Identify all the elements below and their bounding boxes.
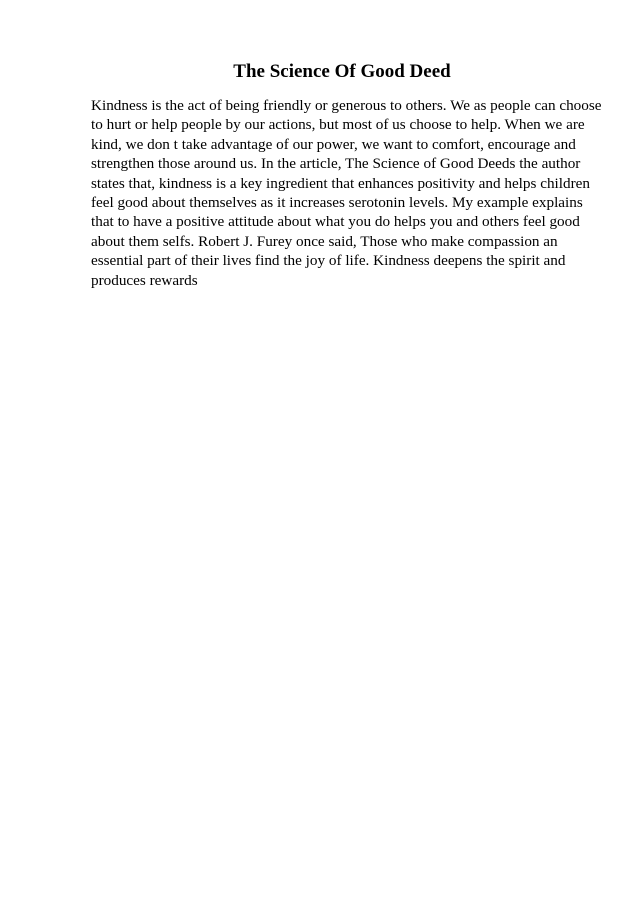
body-line: that to have a positive attitude about what you do helps you and others feel good <box>91 213 580 231</box>
document-title: The Science Of Good Deed <box>233 61 451 82</box>
body-line: to hurt or help people by our actions, but most of us choose to help. When we are <box>91 116 585 134</box>
body-line: essential part of their lives find the joy of life. Kindness deepens the spirit and <box>91 252 566 270</box>
body-line: feel good about themselves as it increases serotonin levels. My example explains <box>91 194 583 212</box>
body-line: about them selfs. Robert J. Furey once said, Those who make compassion an <box>91 232 558 250</box>
document-body <box>91 96 602 290</box>
body-line: strengthen those around us. In the article, The Science of Good Deeds the author <box>91 155 581 173</box>
body-line: produces rewards <box>91 271 198 289</box>
body-line: kind, we don t take advantage of our power, we want to comfort, encourage and <box>91 135 576 153</box>
body-line: Kindness is the act of being friendly or generous to others. We as people can choose <box>91 97 602 114</box>
body-line: states that, kindness is a key ingredient that enhances positivity and helps children <box>91 174 590 192</box>
